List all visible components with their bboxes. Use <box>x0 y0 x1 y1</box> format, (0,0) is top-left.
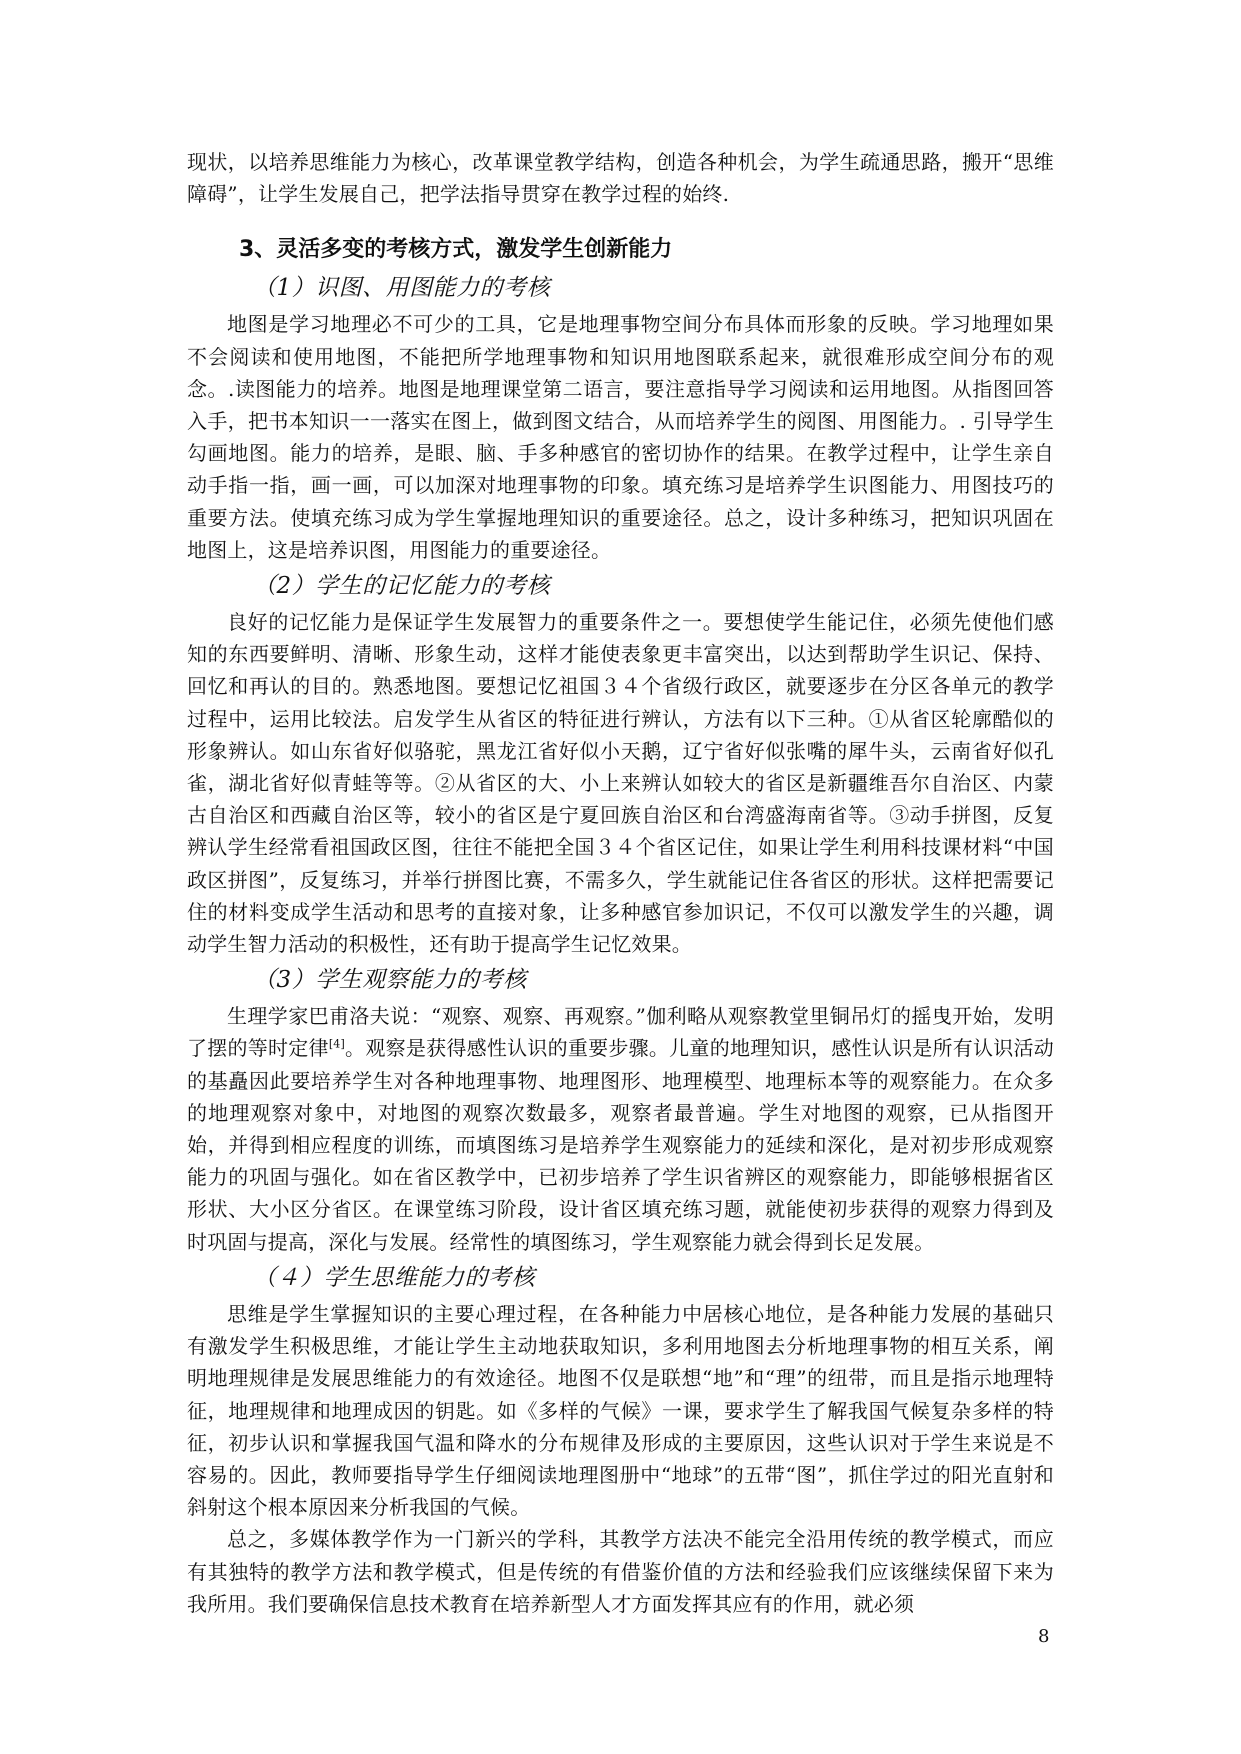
page-number: 8 <box>1038 1626 1050 1647</box>
subsection-4-paragraph: 思维是学生掌握知识的主要心理过程，在各种能力中居核心地位，是各种能力发展的基础只有激发学生积极思维，才能让学生主动地获取知识，多利用地图去分析地理事物的相互关系，阐明地理规律是发展思维能力的有效途径。地图不仅是联想“地”和“理”的纽带，而且是指示地理特征，地理规律和地理成因的钥匙。如《多样的气候》一课，要求学生了解我国气候复杂多样的特征，初步认识和掌握我国气温和降水的分布规律及形成的主要原因，这些认识对于学生来说是不容易的。因此，教师要指导学生仔细阅读地理图册中“地球”的五带“图”，抓住学过的阳光直射和斜射这个根本原因来分析我国的气候。 <box>187 1301 1054 1520</box>
subsection-3-paragraph <box>187 1000 1054 1258</box>
subsection-2-title: （2）学生的记忆能力的考核 <box>253 573 551 600</box>
intro-paragraph: 现状，以培养思维能力为核心，改革课堂教学结构，创造各种机会，为学生疏通思路，搬开“思维障碍”，让学生发展自己，把学法指导贯穿在教学过程的始终. <box>187 150 1054 207</box>
section-3-title: 3、灵活多变的考核方式，激发学生创新能力 <box>239 237 673 263</box>
conclusion-paragraph: 总之，多媒体教学作为一门新兴的学科，其教学方法决不能完全沿用传统的教学模式，而应有其独特的教学方法和教学模式，但是传统的有借鉴价值的方法和经验我们应该继续保留下来为我所用。我们要确保信息技术教育在培养新型人才方面发挥其应有的作用，就必须 <box>187 1527 1054 1616</box>
citation-reference: [4] <box>328 1037 345 1051</box>
subsection-4-title: （４）学生思维能力的考核 <box>253 1264 535 1291</box>
paragraph-text: 生理学家巴甫洛夫说：“观察、观察、再观察。”伽利略从观察教堂里铜吊灯的摇曳开始，发明了摆的等时定律 <box>187 1004 1054 1061</box>
subsection-1-title: （1）识图、用图能力的考核 <box>253 275 551 302</box>
page-content <box>187 146 1054 1620</box>
subsection-3-title: （3）学生观察能力的考核 <box>253 967 527 994</box>
subsection-1-paragraph: 地图是学习地理必不可少的工具，它是地理事物空间分布具体而形象的反映。学习地理如果不会阅读和使用地图，不能把所学地理事物和知识用地图联系起来，就很难形成空间分布的观念。.读图能力的培养。地图是地理课堂第二语言，要注意指导学习阅读和运用地图。从指图回答入手，把书本知识一一落实在图上，做到图文结合，从而培养学生的阅图、用图能力。. 引导学生勾画地图。能力的培养，是眼、脑、手多种感官的密切协作的结果。在教学过程中，让学生亲自动手指一指，画一画，可以加深对地理事物的印象。填充练习是培养学生识图能力、用图技巧的重要方法。使填充练习成为学生掌握地理知识的重要途径。总之，设计多种练习，把知识巩固在地图上，这是培养识图，用图能力的重要途径。 <box>187 312 1054 562</box>
subsection-2-paragraph: 良好的记忆能力是保证学生发展智力的重要条件之一。要想使学生能记住，必须先使他们感知的东西要鲜明、清晰、形象生动，这样才能使表象更丰富突出，以达到帮助学生识记、保持、回忆和再认的目的。熟悉地图。要想记忆祖国３４个省级行政区，就要逐步在分区各单元的教学过程中，运用比较法。启发学生从省区的特征进行辨认，方法有以下三种。①从省区轮廓酷似的形象辨认。如山东省好似骆驼，黑龙江省好似小天鹅，辽宁省好似张嘴的犀牛头，云南省好似孔雀，湖北省好似青蛙等等。②从省区的大、小上来辨认如较大的省区是新疆维吾尔自治区、内蒙古自治区和西藏自治区等，较小的省区是宁夏回族自治区和台湾盛海南省等。③动手拼图，反复辨认学生经常看祖国政区图，往往不能把全国３４个省区记住，如果让学生利用科技课材料“中国政区拼图”，反复练习，并举行拼图比赛，不需多久，学生就能记住各省区的形状。这样把需要记住的材料变成学生活动和思考的直接对象，让多种感官参加识记，不仅可以激发学生的兴趣，调动学生智力活动的积极性，还有助于提高学生记忆效果。 <box>187 610 1054 957</box>
paragraph-text: 。观察是获得感性认识的重要步骤。儿童的地理知识，感性认识是所有认识活动的基矗因此要培养学生对各种地理事物、地理图形、地理模型、地理标本等的观察能力。在众多的地理观察对象中，对地图的观察次数最多，观察者最普遍。学生对地图的观察，已从指图开始，并得到相应程度的训练，而填图练习是培养学生观察能力的延续和深化，是对初步形成观察能力的巩固与强化。如在省区教学中，已初步培养了学生识省辨区的观察能力，即能够根据省区形状、大小区分省区。在课堂练习阶段，设计省区填充练习题，就能使初步获得的观察力得到及时巩固与提高，深化与发展。经常性的填图练习，学生观察能力就会得到长足发展。 <box>187 1036 1055 1254</box>
